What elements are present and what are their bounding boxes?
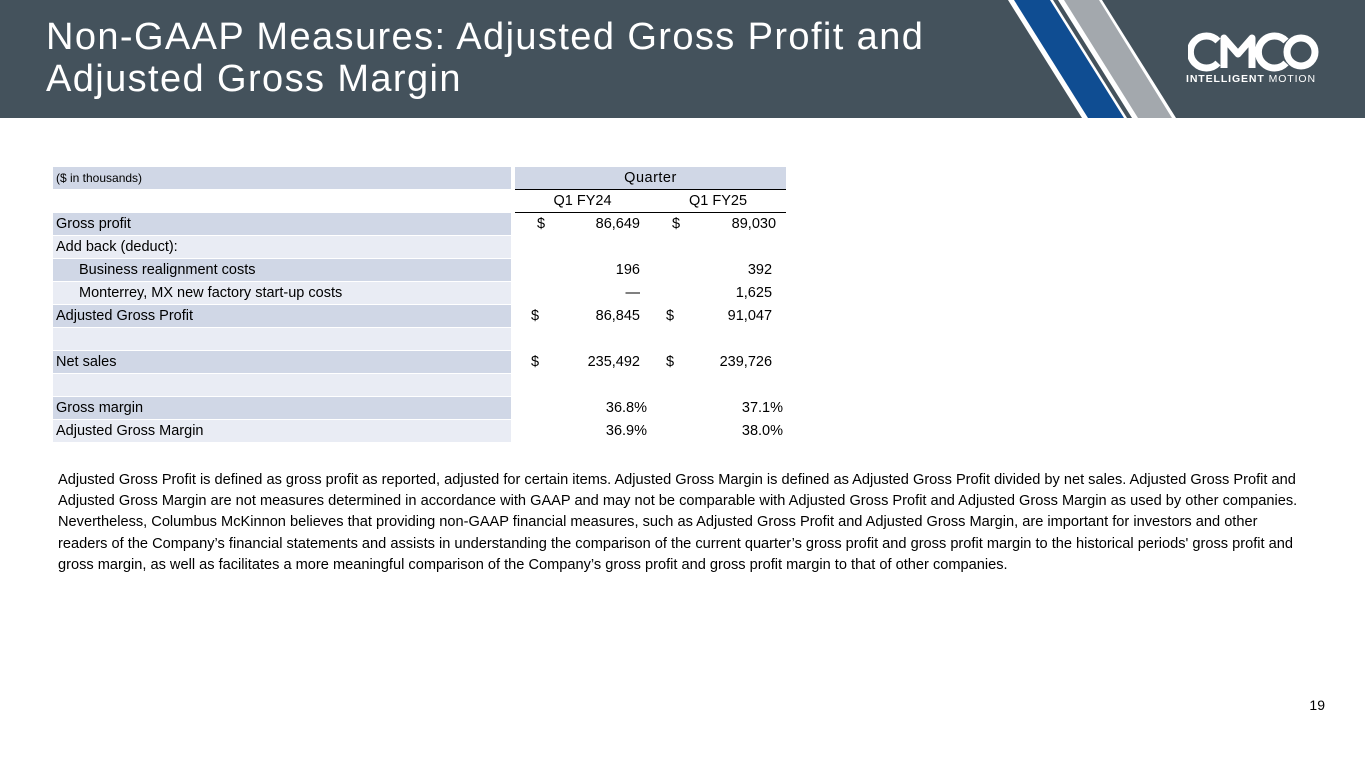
dollar-sign: $ bbox=[537, 216, 546, 232]
units-note: ($ in thousands) bbox=[53, 167, 511, 190]
row-gross-margin bbox=[53, 397, 786, 420]
dollar-sign: $ bbox=[666, 354, 675, 370]
row-label: Monterrey, MX new factory start-up costs bbox=[53, 282, 511, 305]
dollar-sign: $ bbox=[531, 308, 540, 324]
row-spacer bbox=[53, 374, 786, 397]
value-q1-fy24: 235,492 bbox=[587, 354, 640, 370]
value-q1-fy24: 36.8% bbox=[605, 400, 647, 416]
dollar-sign: $ bbox=[672, 216, 681, 232]
logo-tagline: INTELLIGENT MOTION bbox=[1186, 73, 1316, 85]
value-q1-fy25: 1,625 bbox=[735, 285, 773, 301]
column-header-row bbox=[53, 190, 786, 213]
value-q1-fy24: 36.9% bbox=[605, 423, 647, 439]
row-gross-profit bbox=[53, 213, 786, 236]
row-label: Adjusted Gross Margin bbox=[53, 420, 511, 443]
table-header-row bbox=[53, 167, 786, 190]
row-adjusted-gross-profit bbox=[53, 305, 786, 328]
row-label: Adjusted Gross Profit bbox=[53, 305, 511, 328]
row-label: Add back (deduct): bbox=[53, 236, 511, 259]
row-add-back bbox=[53, 236, 786, 259]
row-spacer bbox=[53, 328, 786, 351]
row-adjusted-gross-margin bbox=[53, 420, 786, 443]
value-q1-fy25: 392 bbox=[747, 262, 773, 278]
title-line-1: Non-GAAP Measures: Adjusted Gross Profit and bbox=[46, 16, 925, 58]
company-logo bbox=[1172, 0, 1365, 118]
row-label: Net sales bbox=[53, 351, 511, 374]
slide-header bbox=[0, 0, 1365, 118]
col-q1-fy24: Q1 FY24 bbox=[515, 190, 650, 213]
row-business-realignment bbox=[53, 259, 786, 282]
value-q1-fy25: 239,726 bbox=[719, 354, 773, 370]
value-q1-fy24: 86,649 bbox=[595, 216, 640, 232]
cmco-logo-mark bbox=[1188, 32, 1320, 72]
adjusted-gross-profit-table bbox=[53, 167, 786, 443]
dollar-sign: $ bbox=[666, 308, 675, 324]
value-q1-fy25: 38.0% bbox=[741, 423, 784, 439]
row-net-sales bbox=[53, 351, 786, 374]
row-label: Gross margin bbox=[53, 397, 511, 420]
value-q1-fy24: 196 bbox=[615, 262, 640, 278]
col-q1-fy25: Q1 FY25 bbox=[650, 190, 786, 213]
title-line-2: Adjusted Gross Margin bbox=[46, 58, 462, 100]
definition-paragraph: Adjusted Gross Profit is defined as gross profit as reported, adjusted for certain items. Adjusted Gross Margin is defined as Adjusted Gross Profit divided by net sales. Adjusted Gross Profit and Adjusted Gross Margin are not measures determined in accordance with GAAP and may not be comparable with Adjusted Gross Profit and Adjusted Gross Margin as used by other companies. Nevertheless, Columbus McKinnon believes that providing non-GAAP financial measures, such as Adjusted Gross Profit and Adjusted Gross Margin, are important for investors and other readers of the Company’s financial statements and assists in understanding the comparison of the current quarter’s gross profit and gross profit margin to the historical periods' gross profit and gross margin, as well as facilitates a more meaningful comparison of the Company’s gross profit and gross profit margin to that of other companies. bbox=[58, 472, 1298, 573]
quarter-header: Quarter bbox=[515, 167, 786, 190]
row-label: Business realignment costs bbox=[53, 259, 511, 282]
row-monterrey-startup bbox=[53, 282, 786, 305]
dollar-sign: $ bbox=[531, 354, 540, 370]
page-number: 19 bbox=[1309, 697, 1325, 713]
value-q1-fy24: 86,845 bbox=[595, 308, 640, 324]
value-q1-fy24: — bbox=[625, 285, 640, 301]
row-label: Gross profit bbox=[53, 213, 511, 236]
value-q1-fy25: 37.1% bbox=[741, 400, 784, 416]
value-q1-fy25: 91,047 bbox=[727, 308, 773, 324]
value-q1-fy25: 89,030 bbox=[731, 216, 777, 232]
decorative-stripes bbox=[0, 0, 1365, 118]
